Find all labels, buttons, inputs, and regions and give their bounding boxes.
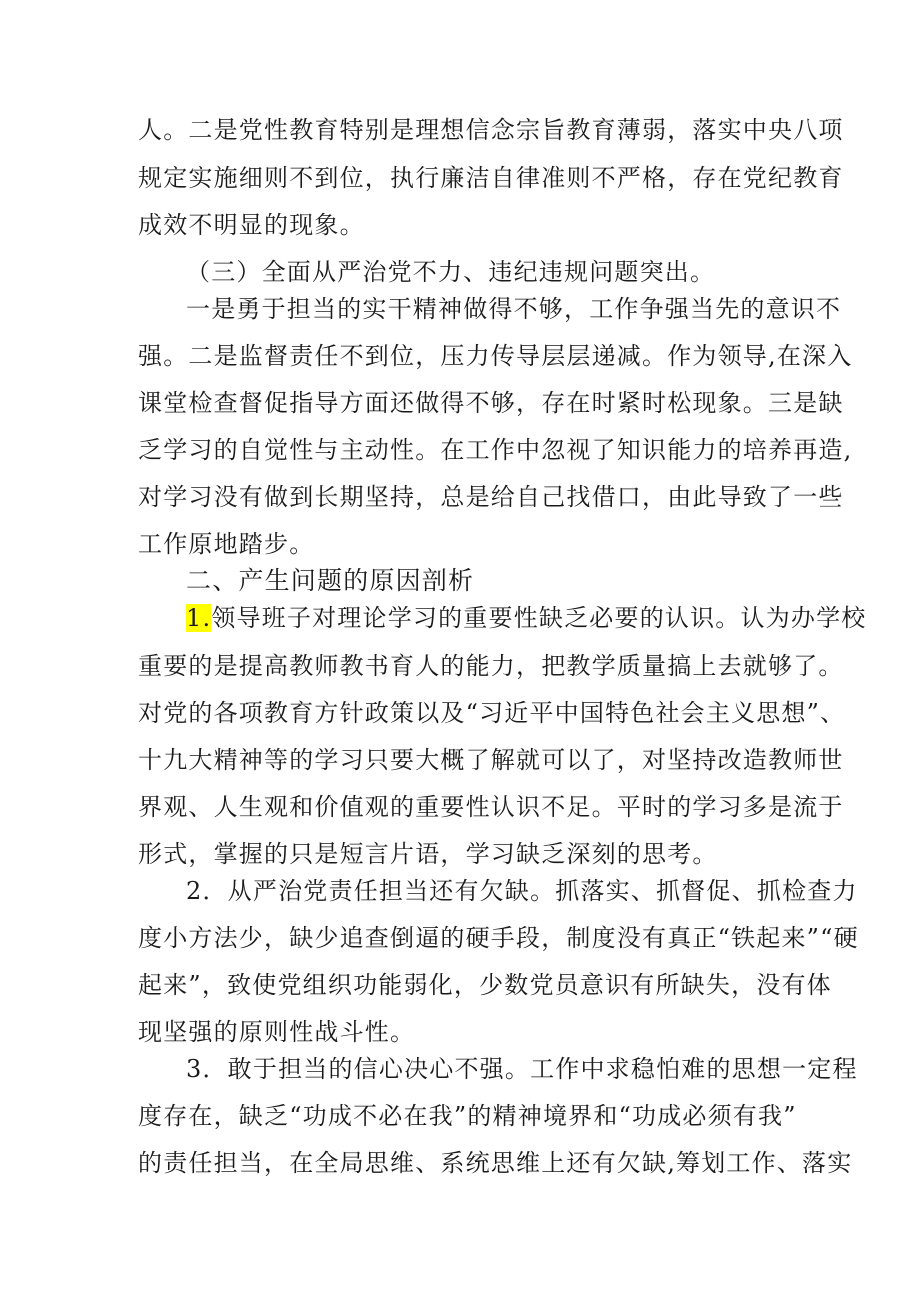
text-line: 规定实施细则不到位，执行廉洁自律准则不严格，存在党纪教育 bbox=[138, 164, 844, 192]
text-line: 对学习没有做到长期坚持，总是给自己找借口，由此导致了一些 bbox=[138, 483, 844, 511]
text-line: 成效不明显的现象。 bbox=[138, 211, 365, 239]
text-line: 度小方法少，缺少追查倒逼的硬手段，制度没有真正“铁起来”“硬 bbox=[138, 924, 859, 952]
text-line: 人。二是党性教育特别是理想信念宗旨教育薄弱，落实中央八项 bbox=[138, 116, 844, 144]
text-line: 3．敢于担当的信心决心不强。工作中求稳怕难的思想一定程 bbox=[186, 1055, 858, 1083]
text-line: 十九大精神等的学习只要大概了解就可以了，对坚持改造教师世 bbox=[138, 746, 844, 774]
text-line: 重要的是提高教师教书育人的能力，把教学质量搞上去就够了。 bbox=[138, 652, 844, 680]
text-segment: 领导班子对理论学习的重要性缺乏必要的认识。认为办学校 bbox=[211, 604, 867, 632]
text-line: 形式，掌握的只是短言片语，学习缺乏深刻的思考。 bbox=[138, 840, 718, 868]
text-line: 的责任担当，在全局思维、系统思维上还有欠缺,筹划工作、落实 bbox=[138, 1149, 853, 1177]
text-line: 2．从严治党责任担当还有欠缺。抓落实、抓督促、抓检查力 bbox=[186, 877, 858, 905]
text-line: 现坚强的原则性战斗性。 bbox=[138, 1018, 416, 1046]
text-line: 度存在，缺乏“功成不必在我”的精神境界和“功成必须有我” bbox=[138, 1102, 797, 1130]
text-line: 强。二是监督责任不到位，压力传导层层递减。作为领导,在深入 bbox=[138, 342, 853, 370]
text-line: 对党的各项教育方针政策以及“习近平中国特色社会主义思想”、 bbox=[138, 699, 846, 727]
highlight-marker: 1. bbox=[186, 604, 212, 632]
text-line: 工作原地踏步。 bbox=[138, 530, 315, 558]
text-line: 一是勇于担当的实干精神做得不够，工作争强当先的意识不 bbox=[186, 295, 842, 323]
text-line: 乏学习的自觉性与主动性。在工作中忽视了知识能力的培养再造, bbox=[138, 436, 853, 464]
section-heading: 二、产生问题的原因剖析 bbox=[186, 566, 475, 595]
text-line bbox=[186, 603, 867, 633]
text-line: 课堂检查督促指导方面还做得不够，存在时紧时松现象。三是缺 bbox=[138, 389, 844, 417]
section-subheading: （三）全面从严治党不力、违纪违规问题突出。 bbox=[186, 258, 716, 286]
text-line: 界观、人生观和价值观的重要性认识不足。平时的学习多是流于 bbox=[138, 793, 844, 821]
text-line: 起来”，致使党组织功能弱化，少数党员意识有所缺失，没有体 bbox=[138, 971, 832, 999]
